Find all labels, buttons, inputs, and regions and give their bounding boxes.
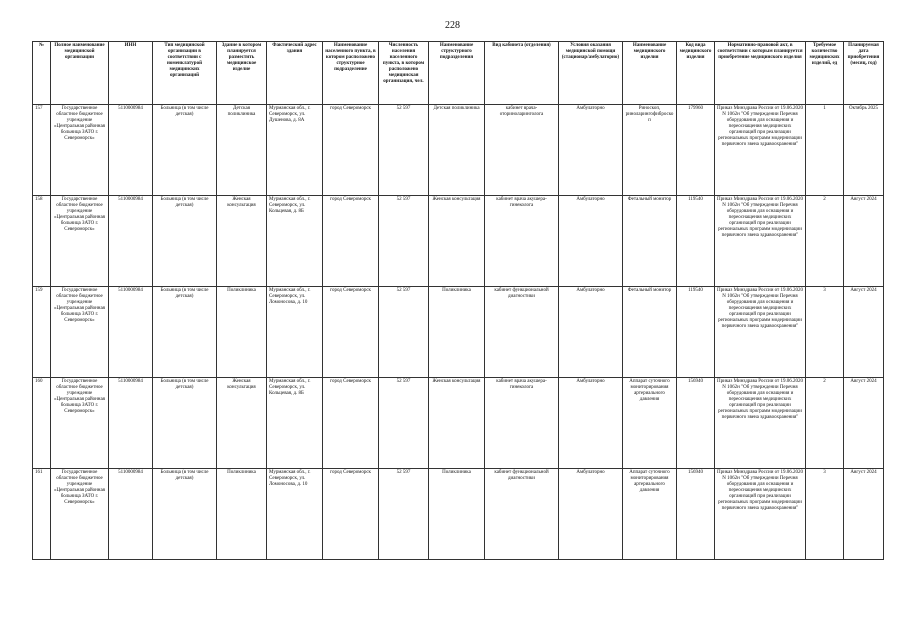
address: Мурманская обл., г. Североморск, ул. Душенова, д. 8А [267, 105, 323, 196]
organization-type: Больница (в том числе детская) [153, 378, 217, 469]
address: Мурманская обл., г. Североморск, ул. Ломоносова, д. 10 [267, 287, 323, 378]
building: Поликлиника [217, 287, 267, 378]
purchase-date: Август 2024 [844, 287, 884, 378]
settlement: город Североморск [323, 378, 379, 469]
device-name: Риноскоп, риноларингофиброскоп [623, 105, 677, 196]
column-header: Требуемое количество медицинских изделий, ед [806, 42, 844, 105]
care-conditions: Амбулаторно [559, 378, 623, 469]
organization-type: Больница (в том числе детская) [153, 105, 217, 196]
column-header: Численность населения населенного пункта, в котором расположено медицинская организация, чел. [379, 42, 429, 105]
settlement: город Североморск [323, 196, 379, 287]
table-row [33, 469, 884, 560]
subdivision: Детская поликлиника [429, 105, 485, 196]
legal-act: Приказ Минздрава России от 19.06.2020 N 1062н "Об утверждении Перечня оборудования для оснащения и переоснащения медицинских организаций при реализации региональных программ модернизации первичного звена здравоохранения" [715, 196, 806, 287]
cabinet-type: кабинет функциональной диагностики [485, 469, 559, 560]
organization-name: Государственное областное бюджетное учреждение «Центральная районная больница ЗАТО г. Североморск» [51, 287, 109, 378]
legal-act: Приказ Минздрава России от 19.06.2020 N 1062н "Об утверждении Перечня оборудования для оснащения и переоснащения медицинских организаций при реализации региональных программ модернизации первичного звена здравоохранения" [715, 287, 806, 378]
cabinet-type: кабинет врача акушера-гинеколога [485, 378, 559, 469]
settlement: город Североморск [323, 287, 379, 378]
organization-name: Государственное областное бюджетное учреждение «Центральная районная больница ЗАТО г. Североморск» [51, 105, 109, 196]
address: Мурманская обл., г. Североморск, ул. Кольцевая, д. 8Б [267, 196, 323, 287]
legal-act: Приказ Минздрава России от 19.06.2020 N 1062н "Об утверждении Перечня оборудования для оснащения и переоснащения медицинских организаций при реализации региональных программ модернизации первичного звена здравоохранения" [715, 105, 806, 196]
column-header: Условия оказания медицинской помощи (стационар/амбулаторно) [559, 42, 623, 105]
equipment-table [32, 41, 884, 560]
population: 52 597 [379, 196, 429, 287]
column-header: Вид кабинета (отделения) [485, 42, 559, 105]
row-number: 159 [33, 287, 51, 378]
column-header: Тип медицинской организации в соответствии с номенклатурой медицинских организаций [153, 42, 217, 105]
cabinet-type: кабинет врача акушера-гинеколога [485, 196, 559, 287]
column-header: Код вида медицинского изделия [677, 42, 715, 105]
column-header: Планируемая дата приобретения (месяц, год) [844, 42, 884, 105]
column-header: Наименование медицинского изделия [623, 42, 677, 105]
device-code: 119540 [677, 196, 715, 287]
population: 52 597 [379, 378, 429, 469]
table-row [33, 105, 884, 196]
column-header: Здание в котором планируется разместить медицинское изделие [217, 42, 267, 105]
column-header: Наименование структурного подразделения [429, 42, 485, 105]
subdivision: Женская консультация [429, 196, 485, 287]
column-header: Наименование населенного пункта, в котором расположено структурное подразделение [323, 42, 379, 105]
cabinet-type: кабинет функциональной диагностики [485, 287, 559, 378]
purchase-date: Октябрь 2025 [844, 105, 884, 196]
organization-type: Больница (в том числе детская) [153, 196, 217, 287]
row-number: 157 [33, 105, 51, 196]
legal-act: Приказ Минздрава России от 19.06.2020 N 1062н "Об утверждении Перечня оборудования для оснащения и переоснащения медицинских организаций при реализации региональных программ модернизации первичного звена здравоохранения" [715, 469, 806, 560]
inn: 5110000984 [109, 105, 153, 196]
device-name: Аппарат суточного мониторирования артериального давления [623, 378, 677, 469]
quantity: 3 [806, 287, 844, 378]
purchase-date: Август 2024 [844, 196, 884, 287]
building: Детская поликлиника [217, 105, 267, 196]
quantity: 3 [806, 469, 844, 560]
population: 52 597 [379, 469, 429, 560]
quantity: 2 [806, 378, 844, 469]
inn: 5110000984 [109, 378, 153, 469]
device-code: 156940 [677, 378, 715, 469]
inn: 5110000984 [109, 469, 153, 560]
column-header: Нормативно-правовой акт, в соответствии с которым планируется приобретение медицинского изделия [715, 42, 806, 105]
subdivision: Поликлиника [429, 469, 485, 560]
organization-name: Государственное областное бюджетное учреждение «Центральная районная больница ЗАТО г. Североморск» [51, 378, 109, 469]
quantity: 1 [806, 105, 844, 196]
organization-type: Больница (в том числе детская) [153, 469, 217, 560]
inn: 5110000984 [109, 287, 153, 378]
device-code: 156940 [677, 469, 715, 560]
legal-act: Приказ Минздрава России от 19.06.2020 N 1062н "Об утверждении Перечня оборудования для оснащения и переоснащения медицинских организаций при реализации региональных программ модернизации первичного звена здравоохранения" [715, 378, 806, 469]
device-name: Фетальный монитор [623, 196, 677, 287]
device-name: Аппарат суточного мониторирования артериального давления [623, 469, 677, 560]
settlement: город Североморск [323, 469, 379, 560]
quantity: 2 [806, 196, 844, 287]
organization-name: Государственное областное бюджетное учреждение «Центральная районная больница ЗАТО г. Североморск» [51, 469, 109, 560]
organization-name: Государственное областное бюджетное учреждение «Центральная районная больница ЗАТО г. Североморск» [51, 196, 109, 287]
care-conditions: Амбулаторно [559, 105, 623, 196]
inn: 5110000984 [109, 196, 153, 287]
building: Женская консультация [217, 196, 267, 287]
subdivision: Поликлиника [429, 287, 485, 378]
settlement: город Североморск [323, 105, 379, 196]
table-row [33, 287, 884, 378]
cabinet-type: кабинет врача-оториноларинголога [485, 105, 559, 196]
purchase-date: Август 2024 [844, 378, 884, 469]
population: 52 597 [379, 105, 429, 196]
building: Поликлиника [217, 469, 267, 560]
purchase-date: Август 2024 [844, 469, 884, 560]
table-header-row [33, 42, 884, 105]
column-header: Полное наименование медицинской организации [51, 42, 109, 105]
organization-type: Больница (в том числе детская) [153, 287, 217, 378]
device-name: Фетальный монитор [623, 287, 677, 378]
device-code: 179960 [677, 105, 715, 196]
row-number: 161 [33, 469, 51, 560]
page-number: 228 [445, 20, 460, 31]
care-conditions: Амбулаторно [559, 287, 623, 378]
row-number: 160 [33, 378, 51, 469]
device-code: 119540 [677, 287, 715, 378]
population: 52 597 [379, 287, 429, 378]
table-row [33, 196, 884, 287]
address: Мурманская обл., г. Североморск, ул. Кольцевая, д. 8Б [267, 378, 323, 469]
column-header: № [33, 42, 51, 105]
row-number: 158 [33, 196, 51, 287]
care-conditions: Амбулаторно [559, 196, 623, 287]
column-header: Фактический адрес здания [267, 42, 323, 105]
building: Женская консультация [217, 378, 267, 469]
address: Мурманская обл., г. Североморск, ул. Ломоносова, д. 10 [267, 469, 323, 560]
care-conditions: Амбулаторно [559, 469, 623, 560]
subdivision: Женская консультация [429, 378, 485, 469]
table-row [33, 378, 884, 469]
column-header: ИНН [109, 42, 153, 105]
